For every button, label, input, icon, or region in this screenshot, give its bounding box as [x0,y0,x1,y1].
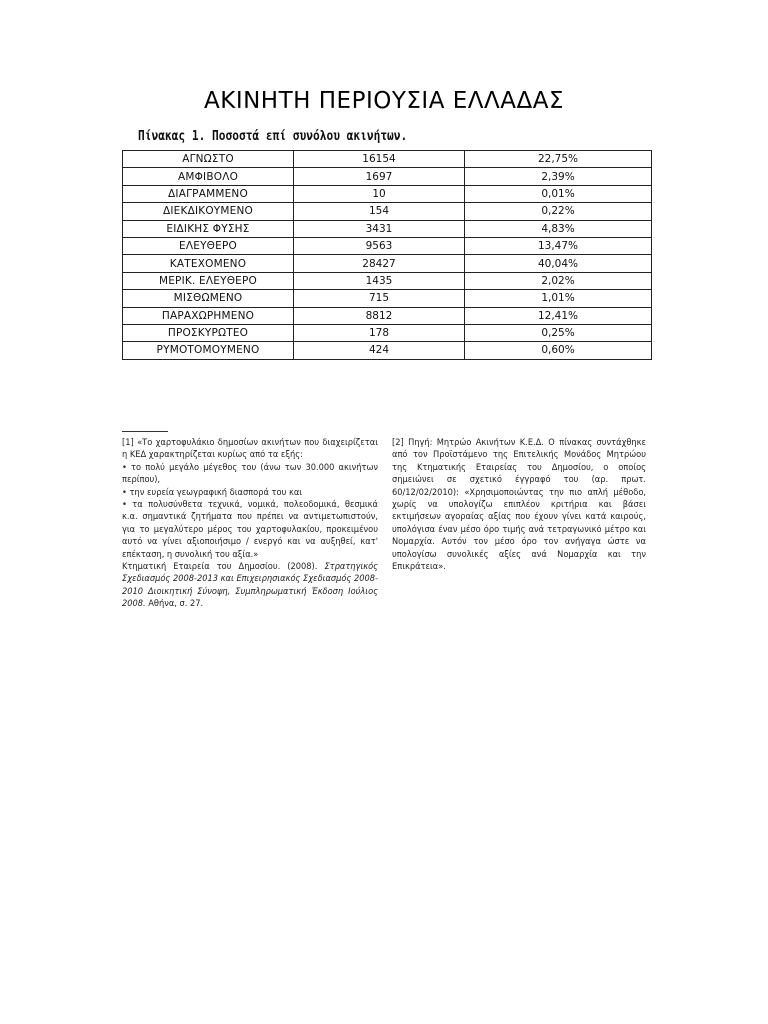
cell-count: 9563 [294,237,465,254]
table-row [123,151,652,168]
footnote-1-bullet-2: • την ευρεία γεωγραφική διασπορά του και [122,486,303,498]
table-row [123,237,652,254]
table-row [123,290,652,307]
table-row [123,342,652,359]
cell-category: ΑΓΝΩΣΤΟ [123,151,294,168]
cell-count: 16154 [294,151,465,168]
cell-percent: 22,75% [465,151,652,168]
footnote-1-intro: [1] «Το χαρτοφυλάκιο δημοσίων ακινήτων που διαχειρίζεται η ΚΕΔ χαρακτηρίζεται κυρίως από τα εξής: [122,437,378,461]
cell-category: ΜΕΡΙΚ. ΕΛΕΥΘΕΡΟ [123,272,294,289]
footnote-divider [122,431,168,432]
footnote-1-bullet-1: • το πολύ μεγάλο μέγεθος του (άνω των 30.000 ακινήτων περίπου), [122,461,378,486]
property-table [122,150,652,360]
cell-category: ΕΙΔΙΚΗΣ ΦΥΣΗΣ [123,220,294,237]
table-row [123,168,652,185]
cell-category: ΔΙΑΓΡΑΜΜΕΝΟ [123,185,294,202]
cell-category: ΠΡΟΣΚΥΡΩΤΕΟ [123,324,294,341]
cell-percent: 40,04% [465,255,652,272]
cell-count: 8812 [294,307,465,324]
footnote-1-source [122,561,378,611]
table-row [123,324,652,341]
cell-percent: 2,39% [465,168,652,185]
cell-category: ΜΙΣΘΩΜΕΝΟ [123,290,294,307]
cell-count: 3431 [294,220,465,237]
cell-count: 28427 [294,255,465,272]
cell-percent: 13,47% [465,237,652,254]
footnote-1 [122,437,378,611]
cell-count: 10 [294,185,465,202]
cell-count: 1435 [294,272,465,289]
cell-category: ΚΑΤΕΧΟΜΕΝΟ [123,255,294,272]
cell-category: ΕΛΕΥΘΕΡΟ [123,237,294,254]
table-row [123,255,652,272]
cell-category: ΑΜΦΙΒΟΛΟ [123,168,294,185]
cell-percent: 1,01% [465,290,652,307]
cell-count: 178 [294,324,465,341]
cell-percent: 0,60% [465,342,652,359]
cell-percent: 12,41% [465,307,652,324]
footnote-1-source-author: Κτηματική Εταιρεία του Δημοσίου. (2008). [122,561,318,573]
footnote-1-source-title: Στρατηγικός Σχεδιασμός 2008-2013 και Επιχειρησιακός Σχεδιασμός 2008-2010 Διοικητική Σύνοψη, Συμπληρωματική Έκδοση Ιούλιος 2008. [122,561,379,610]
footnote-2-text: [2] Πηγή: Μητρώο Ακινήτων Κ.Ε.Δ. Ο πίνακας συντάχθηκε από τον Προϊστάμενο της Επιτελικής Μονάδος Μητρώου της Κτηματικής Εταιρείας του Δημοσίου, ο οποίος σημειώνει σε σχετικό έγγραφό του (αρ. πρωτ. 60/12/02/2010): «Χρησιμοποιώντας την πιο απλή μέθοδο, χωρίς να υπολογίζω επιπλέον κριτήρια και βάσει εκτιμήσεων αγοραίας αξίας που έχουν γίνει κατά καιρούς, υπολόγισα έναν μέσο όρο τιμής ανά τετραγωνικό μέτρο και Νομαρχία. Αυτόν τον μέσο όρο τον ανήγαγα ώστε να υπολογίσω συνολικές αξίες ανά Νομαρχία και την Επικράτεια». [392,437,646,573]
cell-category: ΔΙΕΚΔΙΚΟΥΜΕΝΟ [123,203,294,220]
footnote-1-bullet-3: • τα πολυσύνθετα τεχνικά, νομικά, πολεοδομικά, θεσμικά κ.α. σημαντικά ζητήματα που πρέπει να αντιμετωπιστούν, για το μεγαλύτερο μέρος του χαρτοφυλακίου, προκειμένου αυτό να γίνει αξιοποιήσιμο / ενεργό και να αυξηθεί, κατ' επέκταση, η συνολική του αξία.» [122,499,378,560]
cell-percent: 4,83% [465,220,652,237]
cell-percent: 0,25% [465,324,652,341]
footnote-2 [392,437,646,573]
page-title: ΑΚΙΝΗΤΗ ΠΕΡΙΟΥΣΙΑ ΕΛΛΑΔΑΣ [204,88,564,114]
table-row [123,185,652,202]
table-row [123,272,652,289]
footnote-1-source-place: Αθήνα, σ. 27. [148,598,204,610]
table-body [123,151,652,360]
cell-percent: 0,01% [465,185,652,202]
table-row [123,203,652,220]
cell-percent: 0,22% [465,203,652,220]
table-caption: Πίνακας 1. Ποσοστά επί συνόλου ακινήτων. [138,129,408,144]
cell-count: 154 [294,203,465,220]
cell-count: 1697 [294,168,465,185]
cell-count: 715 [294,290,465,307]
cell-count: 424 [294,342,465,359]
cell-category: ΠΑΡΑΧΩΡΗΜΕΝΟ [123,307,294,324]
cell-percent: 2,02% [465,272,652,289]
cell-category: ΡΥΜΟΤΟΜΟΥΜΕΝΟ [123,342,294,359]
table-row [123,307,652,324]
table-row [123,220,652,237]
